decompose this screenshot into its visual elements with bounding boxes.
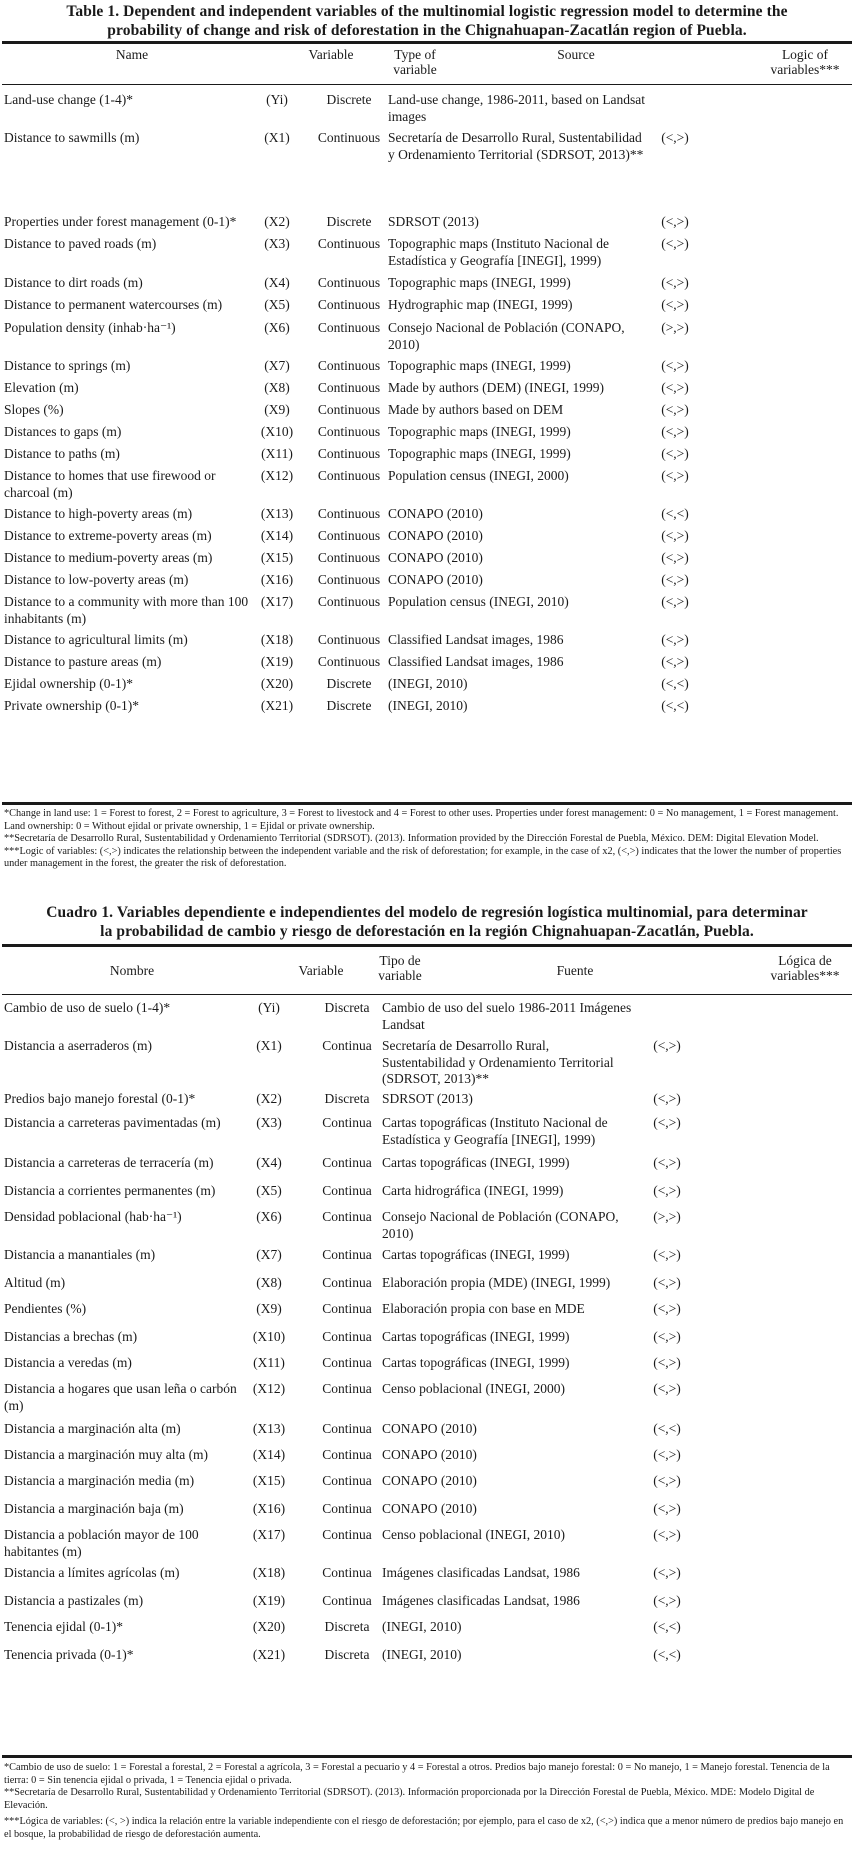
cell-source: (INEGI, 2010)	[388, 698, 468, 713]
cell-variable: (X2)	[256, 1091, 282, 1106]
cell-name: Distancia a marginación alta (m)	[4, 1421, 181, 1436]
table-en-title-line2: probability of change and risk of deforestation in the Chignahuapan-Zacatlán region of Puebla.	[107, 22, 747, 39]
cell-source: CONAPO (2010)	[388, 528, 483, 543]
cell-type: Continua	[322, 1209, 372, 1224]
cell-type: Continua	[322, 1275, 372, 1290]
cell-source: CONAPO (2010)	[388, 550, 483, 565]
table-es-header-variable: Variable	[298, 963, 344, 978]
cell-variable: (X21)	[252, 1647, 286, 1662]
table-es-footnotes	[4, 1762, 850, 1842]
cell-type: Continuous	[317, 320, 381, 335]
cell-variable: (X1)	[256, 1038, 282, 1053]
cell-logic: (<,>)	[661, 402, 689, 417]
cell-variable: (X7)	[256, 1247, 282, 1262]
cell-source: Cartas topográficas (Instituto Nacional de Estadística y Geografía [INEGI], 1999)	[382, 1115, 608, 1147]
cell-name: Distancia a población mayor de 100 habitantes (m)	[4, 1527, 199, 1559]
cell-name: Distancia a hogares que usan leña o carbón (m)	[4, 1381, 237, 1413]
cell-variable: (X8)	[264, 380, 290, 395]
cell-variable: (X19)	[260, 654, 294, 669]
cell-type: Continuous	[317, 594, 381, 609]
cell-type: Continua	[322, 1155, 372, 1170]
cell-logic: (<,>)	[661, 528, 689, 543]
table-es-title-line1: Cuadro 1. Variables dependiente e independientes del modelo de regresión logística multinomial, para determinar	[46, 904, 808, 921]
cell-type: Continua	[322, 1593, 372, 1608]
cell-name: Densidad poblacional (hab·ha⁻¹)	[4, 1209, 182, 1224]
cell-type: Continuous	[317, 402, 381, 417]
cell-type: Continua	[322, 1421, 372, 1436]
cell-type: Continuous	[317, 550, 381, 565]
cell-name: Properties under forest management (0-1)*	[4, 214, 237, 229]
cell-variable: (X21)	[260, 698, 294, 713]
cell-variable: (X11)	[261, 446, 293, 461]
cell-source: Topographic maps (Instituto Nacional de Estadística y Geografía [INEGI], 1999)	[388, 236, 609, 268]
cell-name: Distance to homes that use firewood or charcoal (m)	[4, 468, 216, 500]
cell-source: Classified Landsat images, 1986	[388, 632, 564, 647]
cell-source: CONAPO (2010)	[382, 1447, 477, 1462]
cell-type: Continuous	[317, 275, 381, 290]
cell-logic: (<,>)	[653, 1091, 681, 1106]
cell-source: Imágenes clasificadas Landsat, 1986	[382, 1565, 580, 1580]
cell-type: Continuous	[317, 506, 381, 521]
cell-name: Cambio de uso de suelo (1-4)*	[4, 1000, 171, 1015]
cell-variable: (X13)	[252, 1421, 286, 1436]
cell-type: Continuous	[317, 632, 381, 647]
table-en-header-rule	[2, 84, 852, 85]
cell-source: CONAPO (2010)	[382, 1473, 477, 1488]
cell-logic: (<,>)	[653, 1275, 681, 1290]
cell-logic: (<,>)	[653, 1301, 681, 1316]
cell-logic: (<,>)	[661, 424, 689, 439]
cell-logic: (<,>)	[653, 1329, 681, 1344]
cell-variable: (X20)	[260, 676, 294, 691]
cell-source: Censo poblacional (INEGI, 2010)	[382, 1527, 565, 1542]
cell-source: (INEGI, 2010)	[382, 1647, 462, 1662]
cell-type: Continua	[322, 1501, 372, 1516]
cell-logic: (<,>)	[653, 1115, 681, 1130]
cell-name: Slopes (%)	[4, 402, 64, 417]
cell-variable: (X4)	[264, 275, 290, 290]
cell-logic: (<,>)	[661, 550, 689, 565]
cell-variable: (X1)	[264, 130, 290, 145]
cell-variable: (X15)	[260, 550, 294, 565]
cell-type: Continua	[322, 1038, 372, 1053]
cell-logic: (<,>)	[653, 1473, 681, 1488]
cell-source: Topographic maps (INEGI, 1999)	[388, 446, 571, 461]
table-en-header-logic-l2: variables***	[770, 62, 840, 77]
cell-variable: (X5)	[264, 297, 290, 312]
cell-logic: (<,>)	[661, 275, 689, 290]
cell-name: Distancias a brechas (m)	[4, 1329, 138, 1344]
cell-source: (INEGI, 2010)	[388, 676, 468, 691]
table-es-header-logic-l2: variables***	[770, 968, 840, 983]
cell-source: Elaboración propia con base en MDE	[382, 1301, 585, 1316]
table-es-header-type-l1: Tipo de	[379, 953, 421, 968]
cell-type: Continuous	[317, 446, 381, 461]
cell-source: CONAPO (2010)	[388, 506, 483, 521]
cell-name: Pendientes (%)	[4, 1301, 87, 1316]
cell-variable: (X16)	[260, 572, 294, 587]
cell-source: Classified Landsat images, 1986	[388, 654, 564, 669]
cell-variable: (X5)	[256, 1183, 282, 1198]
cell-type: Discreta	[324, 1000, 370, 1015]
cell-variable: (X10)	[252, 1329, 286, 1344]
cell-name: Predios bajo manejo forestal (0-1)*	[4, 1091, 196, 1106]
cell-source: Censo poblacional (INEGI, 2000)	[382, 1381, 565, 1396]
cell-variable: (X12)	[260, 468, 294, 483]
table-es-header-logic-l1: Lógica de	[778, 953, 832, 968]
cell-variable: (X11)	[253, 1355, 285, 1370]
cell-variable: (X14)	[252, 1447, 286, 1462]
table-es-bottom-rule	[2, 1755, 852, 1758]
cell-variable: (X18)	[260, 632, 294, 647]
table-en-header-logic	[760, 47, 850, 77]
cell-logic: (<,>)	[653, 1447, 681, 1462]
cell-source: Cartas topográficas (INEGI, 1999)	[382, 1155, 570, 1170]
cell-source: Hydrographic map (INEGI, 1999)	[388, 297, 573, 312]
cell-type: Discrete	[326, 92, 372, 107]
cell-name: Distance to pasture areas (m)	[4, 654, 162, 669]
cell-logic: (<,>)	[653, 1155, 681, 1170]
table-en-footnote-2: **Secretaría de Desarrollo Rural, Sustentabilidad y Ordenamiento Territorial (SDRSOT). (2013). Information provided by the Dirección Forestal de Puebla, México. DEM: Digital Elevation Model.	[4, 833, 819, 845]
cell-source: Cartas topográficas (INEGI, 1999)	[382, 1329, 570, 1344]
cell-name: Distance to low-poverty areas (m)	[4, 572, 189, 587]
cell-type: Discreta	[324, 1619, 370, 1634]
cell-type: Continuous	[317, 572, 381, 587]
cell-name: Distance to high-poverty areas (m)	[4, 506, 193, 521]
cell-type: Discrete	[326, 698, 372, 713]
cell-name: Distancia a pastizales (m)	[4, 1593, 144, 1608]
cell-logic: (>,>)	[661, 320, 689, 335]
cell-logic: (<,<)	[661, 698, 689, 713]
cell-source: Consejo Nacional de Población (CONAPO, 2010)	[382, 1209, 619, 1241]
table-en-title	[0, 2, 854, 40]
cell-name: Distances to gaps (m)	[4, 424, 122, 439]
cell-type: Continuous	[317, 130, 381, 145]
cell-source: SDRSOT (2013)	[382, 1091, 473, 1106]
cell-name: Distance to sawmills (m)	[4, 130, 140, 145]
cell-logic: (<,>)	[661, 468, 689, 483]
cell-logic: (<,<)	[653, 1421, 681, 1436]
cell-logic: (<,<)	[653, 1619, 681, 1634]
cell-name: Land-use change (1-4)*	[4, 92, 133, 107]
cell-source: Land-use change, 1986-2011, based on Landsat images	[388, 92, 646, 124]
cell-type: Discrete	[326, 676, 372, 691]
cell-variable: (X7)	[264, 358, 290, 373]
cell-source: Carta hidrográfica (INEGI, 1999)	[382, 1183, 564, 1198]
cell-logic: (<,>)	[653, 1247, 681, 1262]
cell-source: SDRSOT (2013)	[388, 214, 479, 229]
cell-source: Topographic maps (INEGI, 1999)	[388, 358, 571, 373]
cell-logic: (<,>)	[653, 1527, 681, 1542]
cell-logic: (<,>)	[661, 446, 689, 461]
cell-name: Ejidal ownership (0-1)*	[4, 676, 133, 691]
cell-variable: (X9)	[264, 402, 290, 417]
cell-type: Continua	[322, 1473, 372, 1488]
cell-type: Discreta	[324, 1647, 370, 1662]
table-en-top-rule	[2, 41, 852, 44]
cell-logic: (<,<)	[661, 506, 689, 521]
cell-name: Distance to springs (m)	[4, 358, 131, 373]
cell-source: Topographic maps (INEGI, 1999)	[388, 275, 571, 290]
table-en-footnotes	[4, 808, 850, 871]
cell-type: Continuous	[317, 236, 381, 251]
cell-name: Distance to a community with more than 100 inhabitants (m)	[4, 594, 249, 626]
cell-name: Distance to paved roads (m)	[4, 236, 157, 251]
cell-name: Distancia a marginación baja (m)	[4, 1501, 184, 1516]
cell-logic: (<,>)	[653, 1501, 681, 1516]
cell-logic: (<,>)	[661, 594, 689, 609]
cell-variable: (X15)	[252, 1473, 286, 1488]
cell-logic: (<,>)	[661, 654, 689, 669]
cell-variable: (X16)	[252, 1501, 286, 1516]
cell-type: Continuous	[317, 297, 381, 312]
cell-source: Cambio de uso del suelo 1986-2011 Imágenes Landsat	[382, 1000, 632, 1032]
cell-name: Distancia a marginación media (m)	[4, 1473, 195, 1488]
cell-variable: (Yi)	[266, 92, 288, 107]
cell-source: Elaboración propia (MDE) (INEGI, 1999)	[382, 1275, 611, 1290]
cell-source: CONAPO (2010)	[388, 572, 483, 587]
table-en-header-type	[370, 47, 460, 77]
table-es-footnote-3: ***Lógica de variables: (<, >) indica la relación entre la variable independiente con el riesgo de deforestación; por ejemplo, para el caso de x2, (<,>) indica que a menor número de predios bajo manejo en el bosque, la probabilidad de riesgo de deforestación aumenta.	[4, 1816, 844, 1840]
cell-logic: (<,>)	[661, 380, 689, 395]
cell-name: Distancia a marginación muy alta (m)	[4, 1447, 209, 1462]
cell-logic: (<,<)	[661, 676, 689, 691]
cell-source: CONAPO (2010)	[382, 1421, 477, 1436]
cell-type: Continuous	[317, 468, 381, 483]
cell-variable: (Yi)	[258, 1000, 280, 1015]
cell-logic: (<,>)	[661, 236, 689, 251]
cell-type: Continua	[322, 1183, 372, 1198]
cell-type: Continua	[322, 1247, 372, 1262]
cell-type: Continuous	[317, 528, 381, 543]
cell-type: Continua	[322, 1381, 372, 1396]
cell-name: Private ownership (0-1)*	[4, 698, 139, 713]
cell-variable: (X9)	[256, 1301, 282, 1316]
cell-source: Topographic maps (INEGI, 1999)	[388, 424, 571, 439]
cell-name: Tenencia ejidal (0-1)*	[4, 1619, 123, 1634]
cell-logic: (<,>)	[653, 1565, 681, 1580]
cell-name: Distancia a carreteras pavimentadas (m)	[4, 1115, 221, 1130]
cell-name: Distance to dirt roads (m)	[4, 275, 143, 290]
cell-variable: (X6)	[264, 320, 290, 335]
cell-variable: (X14)	[260, 528, 294, 543]
cell-logic: (<,>)	[661, 214, 689, 229]
cell-type: Continuous	[317, 424, 381, 439]
cell-source: Made by authors (DEM) (INEGI, 1999)	[388, 380, 604, 395]
table-en-bottom-rule	[2, 802, 852, 805]
table-en-footnote-1: *Change in land use: 1 = Forest to forest, 2 = Forest to agriculture, 3 = Forest to livestock and 4 = Forest to other uses. Properties under forest management: 0 = No management, 1 = Forest management. Land ownership: 0 = Without ejidal or private ownership, 1 = Ejidal or private ownership.	[4, 808, 839, 832]
cell-source: CONAPO (2010)	[382, 1501, 477, 1516]
cell-type: Continua	[322, 1447, 372, 1462]
cell-type: Continua	[322, 1527, 372, 1542]
cell-variable: (X6)	[256, 1209, 282, 1224]
cell-variable: (X12)	[252, 1381, 286, 1396]
cell-source: Secretaría de Desarrollo Rural, Sustentabilidad y Ordenamiento Territorial (SDRSOT, 2013)**	[388, 130, 644, 162]
cell-source: Population census (INEGI, 2010)	[388, 594, 569, 609]
cell-logic: (<,>)	[661, 632, 689, 647]
cell-logic: (<,>)	[653, 1381, 681, 1396]
cell-logic: (<,<)	[653, 1647, 681, 1662]
cell-name: Population density (inhab·ha⁻¹)	[4, 320, 176, 335]
cell-source: Consejo Nacional de Población (CONAPO, 2010)	[388, 320, 625, 352]
cell-type: Continua	[322, 1115, 372, 1130]
table-es-footnote-2: **Secretaría de Desarrollo Rural, Sustentabilidad y Ordenamiento Territorial (SDRSOT). (2013). Información proporcionada por la Dirección Forestal de Puebla, México. MDE: Modelo Digital de Elevación.	[4, 1787, 815, 1811]
cell-name: Distancia a corrientes permanentes (m)	[4, 1183, 216, 1198]
table-es-title-line2: la probabilidad de cambio y riesgo de deforestación en la región Chignahuapan-Zacatlán, Puebla.	[100, 923, 754, 940]
cell-logic: (<,>)	[661, 297, 689, 312]
table-en-header-logic-l1: Logic of	[781, 47, 829, 62]
cell-name: Distance to extreme-poverty areas (m)	[4, 528, 212, 543]
cell-source: Cartas topográficas (INEGI, 1999)	[382, 1247, 570, 1262]
cell-source: Cartas topográficas (INEGI, 1999)	[382, 1355, 570, 1370]
cell-source: Secretaría de Desarrollo Rural, Sustentabilidad y Ordenamiento Territorial (SDRSOT, 2013)**	[382, 1038, 614, 1086]
table-en-footnote-3: ***Logic of variables: (<,>) indicates the relationship between the independent variable and the risk of deforestation; for example, in the case of x2, (<,>) indicates that the lower the number of properties under management in the forest, the greater the risk of deforestation.	[4, 845, 842, 870]
cell-name: Distance to permanent watercourses (m)	[4, 297, 223, 312]
table-es-top-rule	[2, 944, 852, 947]
cell-name: Distancia a veredas (m)	[4, 1355, 132, 1370]
table-es-footnote-1: *Cambio de uso de suelo: 1 = Forestal a forestal, 2 = Forestal a agrícola, 3 = Forestal a pecuario y 4 = Forestal a otros. Predios bajo manejo forestal: 0 = No manejo, 1 = Manejo forestal. Tenencia de la tierra: 0 = Sin tenencia ejidal o privada, 1 = Tenencia ejidal o privada.	[4, 1762, 830, 1786]
cell-name: Altitud (m)	[4, 1275, 66, 1290]
cell-logic: (<,>)	[653, 1038, 681, 1053]
cell-name: Distancia a límites agrícolas (m)	[4, 1565, 180, 1580]
cell-source: Made by authors based on DEM	[388, 402, 564, 417]
cell-source: Population census (INEGI, 2000)	[388, 468, 569, 483]
table-en-header-source: Source	[557, 47, 595, 62]
cell-name: Distance to medium-poverty areas (m)	[4, 550, 213, 565]
cell-type: Continua	[322, 1301, 372, 1316]
table-es-header-rule	[2, 994, 852, 995]
table-es-header-type	[355, 953, 445, 983]
cell-variable: (X17)	[252, 1527, 286, 1542]
cell-type: Continuous	[317, 654, 381, 669]
cell-type: Continua	[322, 1329, 372, 1344]
table-es-header-logic	[760, 953, 850, 983]
table-es-header-type-l2: variable	[378, 968, 422, 983]
cell-logic: (>,>)	[653, 1209, 681, 1224]
table-es-header-source: Fuente	[556, 963, 594, 978]
cell-type: Continua	[322, 1355, 372, 1370]
cell-logic: (<,>)	[653, 1183, 681, 1198]
cell-type: Discrete	[326, 214, 372, 229]
cell-variable: (X3)	[264, 236, 290, 251]
cell-variable: (X18)	[252, 1565, 286, 1580]
cell-type: Discreta	[324, 1091, 370, 1106]
cell-name: Distancia a manantiales (m)	[4, 1247, 156, 1262]
cell-variable: (X13)	[260, 506, 294, 521]
table-en-header-name: Name	[115, 47, 149, 62]
table-es-title	[0, 903, 854, 941]
cell-source: (INEGI, 2010)	[382, 1619, 462, 1634]
table-en-header-type-l1: Type of	[394, 47, 436, 62]
cell-variable: (X3)	[256, 1115, 282, 1130]
cell-logic: (<,>)	[653, 1355, 681, 1370]
cell-type: Continua	[322, 1565, 372, 1580]
table-en-header-type-l2: variable	[393, 62, 437, 77]
cell-variable: (X10)	[260, 424, 294, 439]
cell-variable: (X19)	[252, 1593, 286, 1608]
table-en-header-variable: Variable	[308, 47, 354, 62]
cell-logic: (<,>)	[661, 130, 689, 145]
cell-name: Tenencia privada (0-1)*	[4, 1647, 134, 1662]
cell-logic: (<,>)	[661, 358, 689, 373]
cell-variable: (X20)	[252, 1619, 286, 1634]
table-en-title-line1: Table 1. Dependent and independent variables of the multinomial logistic regression model to determine the	[66, 3, 788, 20]
cell-type: Continuous	[317, 380, 381, 395]
cell-variable: (X2)	[264, 214, 290, 229]
cell-type: Continuous	[317, 358, 381, 373]
cell-name: Elevation (m)	[4, 380, 79, 395]
cell-name: Distancia a aserraderos (m)	[4, 1038, 153, 1053]
cell-name: Distance to agricultural limits (m)	[4, 632, 188, 647]
cell-variable: (X8)	[256, 1275, 282, 1290]
table-es-header-name: Nombre	[109, 963, 155, 978]
cell-name: Distancia a carreteras de terracería (m)	[4, 1155, 214, 1170]
cell-logic: (<,>)	[653, 1593, 681, 1608]
cell-name: Distance to paths (m)	[4, 446, 120, 461]
cell-variable: (X4)	[256, 1155, 282, 1170]
cell-source: Imágenes clasificadas Landsat, 1986	[382, 1593, 580, 1608]
cell-logic: (<,>)	[661, 572, 689, 587]
cell-variable: (X17)	[260, 594, 294, 609]
